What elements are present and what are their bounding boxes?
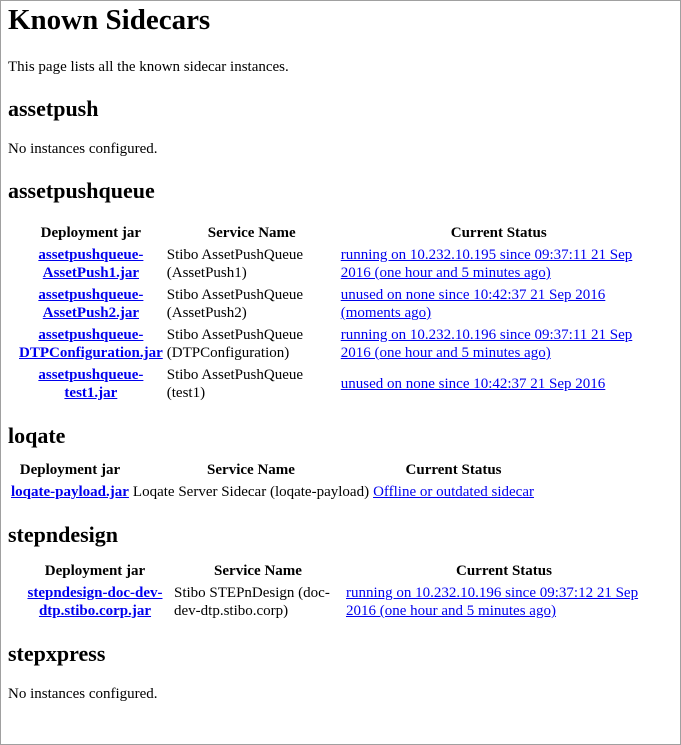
page-content — [1, 3, 680, 703]
service-name: Stibo AssetPushQueue (AssetPush1) — [166, 247, 304, 281]
jar-link[interactable]: assetpushqueue-AssetPush1.jar — [38, 247, 144, 281]
jar-link[interactable]: assetpushqueue-DTPConfiguration.jar — [19, 327, 163, 361]
column-header-service: Service Name — [214, 563, 302, 579]
page-intro: This page lists all the known sidecar instances. — [8, 59, 289, 75]
sidecar-table-assetpushqueue — [16, 222, 660, 405]
status-link[interactable]: Offline or outdated sidecar — [373, 484, 534, 500]
jar-link[interactable]: assetpushqueue-AssetPush2.jar — [38, 287, 144, 321]
section-heading-stepxpress: stepxpress — [8, 641, 106, 666]
jar-link[interactable]: stepndesign-doc-dev-dtp.stibo.corp.jar — [27, 585, 163, 619]
sidecar-table-stepndesign — [17, 560, 665, 623]
column-header-jar: Deployment jar — [44, 563, 146, 579]
status-link[interactable]: running on 10.232.10.195 since 09:37:11 21 Sep 2016 (one hour and 5 minutes ago) — [340, 247, 633, 281]
status-link[interactable]: unused on none since 10:42:37 21 Sep 2016 — [340, 376, 606, 392]
table-row — [19, 583, 663, 621]
section-heading-loqate: loqate — [8, 423, 66, 448]
table-header-row — [19, 562, 663, 581]
service-name: Stibo AssetPushQueue (DTPConfiguration) — [166, 327, 304, 361]
column-header-jar: Deployment jar — [40, 225, 142, 241]
table-row — [18, 365, 658, 403]
table-row — [18, 245, 658, 283]
column-header-service: Service Name — [207, 462, 295, 478]
section-heading-assetpush: assetpush — [8, 96, 99, 121]
empty-message-assetpush: No instances configured. — [8, 141, 158, 157]
table-header-row — [18, 224, 658, 243]
column-header-jar: Deployment jar — [19, 462, 121, 478]
table-row — [10, 482, 535, 502]
empty-message-stepxpress: No instances configured. — [8, 686, 158, 702]
status-link[interactable]: running on 10.232.10.196 since 09:37:12 21 Sep 2016 (one hour and 5 minutes ago) — [346, 585, 639, 619]
column-header-service: Service Name — [207, 225, 296, 241]
service-name: Stibo AssetPushQueue (test1) — [166, 367, 304, 401]
page-title: Known Sidecars — [8, 4, 211, 36]
table-row — [18, 325, 658, 363]
section-heading-stepndesign: stepndesign — [8, 522, 119, 547]
service-name: Stibo STEPnDesign (doc-dev-dtp.stibo.corp) — [174, 585, 330, 619]
jar-link[interactable]: assetpushqueue-test1.jar — [38, 367, 144, 401]
service-name: Stibo AssetPushQueue (AssetPush2) — [166, 287, 304, 321]
table-header-row — [10, 461, 535, 480]
status-link[interactable]: running on 10.232.10.196 since 09:37:11 21 Sep 2016 (one hour and 5 minutes ago) — [340, 327, 633, 361]
column-header-status: Current Status — [450, 225, 547, 241]
status-link[interactable]: unused on none since 10:42:37 21 Sep 2016 (moments ago) — [340, 287, 606, 321]
column-header-status: Current Status — [456, 563, 552, 579]
service-name: Loqate Server Sidecar (loqate-payload) — [132, 484, 370, 500]
jar-link[interactable]: loqate-payload.jar — [11, 484, 129, 500]
section-heading-assetpushqueue: assetpushqueue — [8, 178, 155, 203]
column-header-status: Current Status — [405, 462, 502, 478]
sidecar-table-loqate — [8, 459, 537, 504]
table-row — [18, 285, 658, 323]
